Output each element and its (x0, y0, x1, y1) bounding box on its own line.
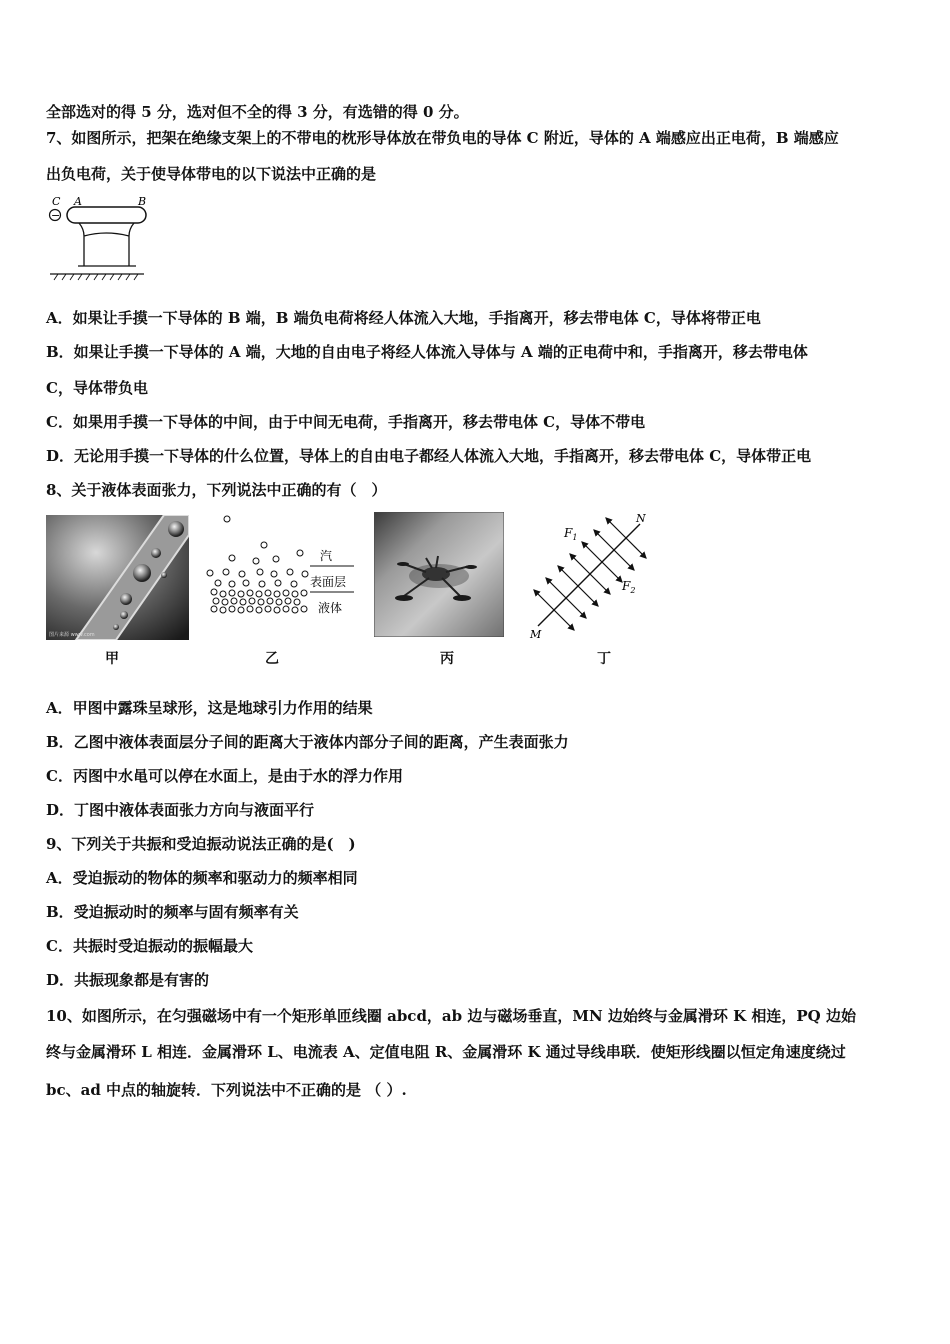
label-f2-subscript: 2 (630, 586, 636, 595)
label-a: A (74, 195, 82, 208)
question-7-option-d: D．无论用手摸一下导体的什么位置，导体上的自由电子都经人体流入大地，手指离开，移去带电体 C，导体带正电 (46, 447, 812, 465)
liquid-surface-line-mn (538, 524, 640, 626)
question-8-option-a: A．甲图中露珠呈球形，这是地球引力作用的结果 (46, 699, 373, 717)
minus-sign: − (51, 209, 61, 222)
question-8-option-c: C．丙图中水黾可以停在水面上，是由于水的浮力作用 (46, 767, 403, 785)
label-f2-letter: F (622, 579, 631, 593)
question-9-option-c: C．共振时受迫振动的振幅最大 (46, 937, 253, 955)
question-7-option-b-2: C，导体带负电 (46, 379, 148, 397)
insulating-stand (79, 223, 134, 266)
leg-dimple (397, 562, 409, 566)
label-f1-letter: F (564, 526, 573, 540)
label-f1-subscript: 1 (572, 533, 578, 542)
photo-watermark: 图片来源 www.com (49, 632, 95, 638)
question-7-option-b-1: B．如果让手摸一下导体的 A 端，大地的自由电子将经人体流入导体与 A 端的正电荷中和，手指离开，移去带电体 (46, 343, 808, 361)
label-b: B (138, 195, 147, 208)
question-7-stem-2: 出负电荷，关于使导体带电的以下说法中正确的是 (46, 165, 377, 183)
figure-8-bing-water-strider-photo (374, 512, 504, 637)
scoring-note: 全部选对的得 5 分，选对但不全的得 3 分，有选错的得 0 分。 (46, 103, 469, 121)
dew-drop (168, 521, 184, 537)
leg-dimple (453, 595, 471, 601)
question-8-option-b: B．乙图中液体表面层分子间的距离大于液体内部分子间的距离，产生表面张力 (46, 733, 569, 751)
caption-jia: 甲 (105, 651, 119, 667)
label-f2 (621, 579, 635, 595)
figure-8-yi-molecules (202, 512, 358, 622)
dew-drop (120, 611, 128, 619)
ground-hatching (54, 274, 138, 280)
leg-dimple (465, 565, 477, 569)
dew-drop (133, 564, 151, 582)
question-8-option-d: D．丁图中液体表面张力方向与液面平行 (46, 801, 315, 819)
figure-8-jia-dew-photo (46, 515, 189, 640)
label-c: C (52, 195, 61, 208)
question-7-stem-1: 7、如图所示，把架在绝缘支架上的不带电的枕形导体放在带负电的导体 C 附近，导体的 A 端感应出正电荷，B 端感应 (46, 129, 839, 147)
leg-dimple (395, 595, 413, 601)
label-vapor: 汽 (320, 549, 333, 563)
dew-drop (113, 624, 119, 630)
figure-7-pillow-conductor (44, 194, 154, 282)
question-7-option-a: A．如果让手摸一下导体的 B 端，B 端负电荷将经人体流入大地，手指离开，移去带电体 C，导体将带正电 (46, 309, 761, 327)
question-9-option-a: A．受迫振动的物体的频率和驱动力的频率相同 (46, 869, 358, 887)
question-7-option-c: C．如果用手摸一下导体的中间，由于中间无电荷，手指离开，移去带电体 C，导体不带电 (46, 413, 646, 431)
dew-drop (120, 593, 132, 605)
dew-drop (161, 572, 167, 578)
question-9-stem: 9、下列关于共振和受迫振动说法正确的是( ) (46, 835, 356, 853)
dew-drop (151, 548, 161, 558)
label-m: M (530, 628, 542, 641)
question-8-stem: 8、关于液体表面张力，下列说法中正确的有（ ） (46, 481, 387, 499)
question-10-stem-2: 终与金属滑环 L 相连．金属滑环 L、电流表 A、定值电阻 R、金属滑环 K 通过导线串联．使矩形线圈以恒定角速度绕过 (46, 1043, 846, 1061)
question-9-option-b: B．受迫振动时的频率与固有频率有关 (46, 903, 299, 921)
question-10-stem-1: 10、如图所示，在匀强磁场中有一个矩形单匝线圈 abcd，ab 边与磁场垂直，MN 边始终与金属滑环 K 相连，PQ 边始 (46, 1007, 856, 1025)
caption-bing: 丙 (440, 651, 454, 667)
question-10-stem-3: bc、ad 中点的轴旋转．下列说法中不正确的是 （ ）. (46, 1081, 407, 1099)
molecule-group (207, 516, 308, 613)
label-surface-layer: 表面层 (310, 575, 347, 589)
label-liquid: 液体 (318, 601, 343, 615)
label-f1 (563, 526, 577, 542)
label-n: N (636, 512, 646, 525)
caption-yi: 乙 (265, 651, 279, 667)
pillow-conductor (67, 207, 146, 223)
figure-8-ding-force-diagram (524, 510, 654, 642)
question-9-option-d: D．共振现象都是有害的 (46, 971, 210, 989)
caption-ding: 丁 (597, 651, 611, 667)
